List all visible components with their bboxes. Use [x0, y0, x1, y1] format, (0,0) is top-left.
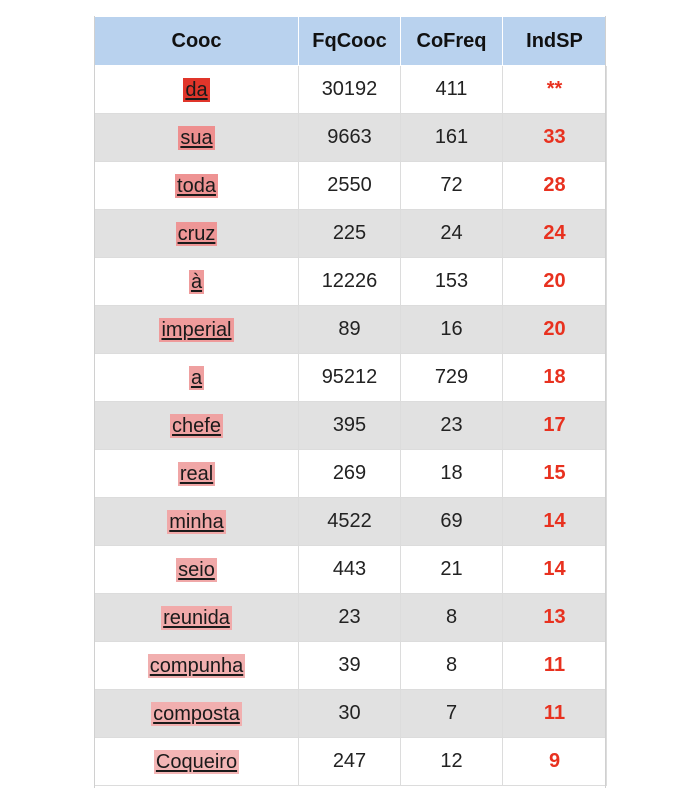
- cooccurrence-table-container: [94, 16, 606, 786]
- cofreq-cell: 8: [401, 642, 503, 690]
- indsp-cell: 33: [503, 114, 607, 162]
- cooc-word-link[interactable]: cruz: [177, 222, 216, 245]
- fqcooc-cell: 269: [299, 450, 401, 498]
- table-row: [95, 642, 607, 690]
- table-row: [95, 306, 607, 354]
- cooc-cell: [95, 690, 299, 738]
- indsp-cell: 14: [503, 546, 607, 594]
- cooc-word-link[interactable]: real: [179, 462, 214, 485]
- table-row: [95, 450, 607, 498]
- indsp-cell: 14: [503, 498, 607, 546]
- cooc-word-link[interactable]: seio: [178, 558, 215, 581]
- cooc-word-link[interactable]: da: [185, 78, 208, 101]
- cofreq-cell: 12: [401, 738, 503, 786]
- cofreq-cell: 16: [401, 306, 503, 354]
- cofreq-cell: 18: [401, 450, 503, 498]
- cofreq-cell: 69: [401, 498, 503, 546]
- cooc-cell: [95, 210, 299, 258]
- fqcooc-cell: 247: [299, 738, 401, 786]
- indsp-cell: 9: [503, 738, 607, 786]
- cooc-word-link[interactable]: sua: [180, 126, 213, 149]
- indsp-cell: 11: [503, 690, 607, 738]
- fqcooc-cell: 12226: [299, 258, 401, 306]
- indsp-cell: 13: [503, 594, 607, 642]
- cofreq-cell: 729: [401, 354, 503, 402]
- indsp-cell: 28: [503, 162, 607, 210]
- cooc-cell: [95, 162, 299, 210]
- indsp-cell: 11: [503, 642, 607, 690]
- cooc-cell: [95, 498, 299, 546]
- indsp-cell: 24: [503, 210, 607, 258]
- cooccurrence-table: [94, 16, 607, 786]
- fqcooc-cell: 9663: [299, 114, 401, 162]
- cofreq-cell: 24: [401, 210, 503, 258]
- indsp-cell: 20: [503, 306, 607, 354]
- cooc-word-link[interactable]: Coqueiro: [155, 750, 238, 773]
- indsp-cell: **: [503, 66, 607, 114]
- fqcooc-cell: 30: [299, 690, 401, 738]
- cooc-cell: [95, 114, 299, 162]
- table-row: [95, 594, 607, 642]
- cofreq-cell: 153: [401, 258, 503, 306]
- fqcooc-cell: 39: [299, 642, 401, 690]
- fqcooc-cell: 2550: [299, 162, 401, 210]
- header-fqcooc[interactable]: FqCooc: [299, 17, 401, 66]
- table-body: [95, 66, 607, 786]
- fqcooc-cell: 443: [299, 546, 401, 594]
- cooc-word-link[interactable]: a: [190, 366, 203, 389]
- cofreq-cell: 411: [401, 66, 503, 114]
- header-cooc[interactable]: Cooc: [95, 17, 299, 66]
- cofreq-cell: 72: [401, 162, 503, 210]
- table-row: [95, 738, 607, 786]
- cooc-cell: [95, 258, 299, 306]
- table-header-row: [95, 17, 607, 66]
- cofreq-cell: 161: [401, 114, 503, 162]
- table-row: [95, 66, 607, 114]
- cooc-cell: [95, 66, 299, 114]
- cooc-cell: [95, 450, 299, 498]
- cooc-cell: [95, 642, 299, 690]
- indsp-cell: 18: [503, 354, 607, 402]
- fqcooc-cell: 4522: [299, 498, 401, 546]
- fqcooc-cell: 95212: [299, 354, 401, 402]
- cooc-cell: [95, 738, 299, 786]
- fqcooc-cell: 225: [299, 210, 401, 258]
- indsp-cell: 15: [503, 450, 607, 498]
- table-row: [95, 114, 607, 162]
- cofreq-cell: 23: [401, 402, 503, 450]
- cofreq-cell: 21: [401, 546, 503, 594]
- table-row: [95, 258, 607, 306]
- indsp-cell: 20: [503, 258, 607, 306]
- cooc-word-link[interactable]: à: [190, 270, 203, 293]
- cooc-word-link[interactable]: minha: [169, 510, 224, 533]
- table-row: [95, 690, 607, 738]
- fqcooc-cell: 30192: [299, 66, 401, 114]
- cooc-cell: [95, 306, 299, 354]
- cooc-word-link[interactable]: toda: [177, 174, 216, 197]
- fqcooc-cell: 23: [299, 594, 401, 642]
- indsp-cell: 17: [503, 402, 607, 450]
- fqcooc-cell: 395: [299, 402, 401, 450]
- cooc-word-link[interactable]: reunida: [163, 606, 230, 629]
- fqcooc-cell: 89: [299, 306, 401, 354]
- cofreq-cell: 8: [401, 594, 503, 642]
- table-row: [95, 402, 607, 450]
- cofreq-cell: 7: [401, 690, 503, 738]
- cooc-cell: [95, 354, 299, 402]
- table-row: [95, 210, 607, 258]
- header-cofreq[interactable]: CoFreq: [401, 17, 503, 66]
- cooc-cell: [95, 402, 299, 450]
- header-indsp[interactable]: IndSP: [503, 17, 607, 66]
- cooc-word-link[interactable]: compunha: [149, 654, 244, 677]
- cooc-word-link[interactable]: chefe: [172, 414, 221, 437]
- table-row: [95, 546, 607, 594]
- cooc-word-link[interactable]: imperial: [161, 318, 232, 341]
- cooc-word-link[interactable]: composta: [153, 702, 240, 725]
- table-row: [95, 498, 607, 546]
- table-row: [95, 354, 607, 402]
- cooc-cell: [95, 546, 299, 594]
- cooc-cell: [95, 594, 299, 642]
- table-row: [95, 162, 607, 210]
